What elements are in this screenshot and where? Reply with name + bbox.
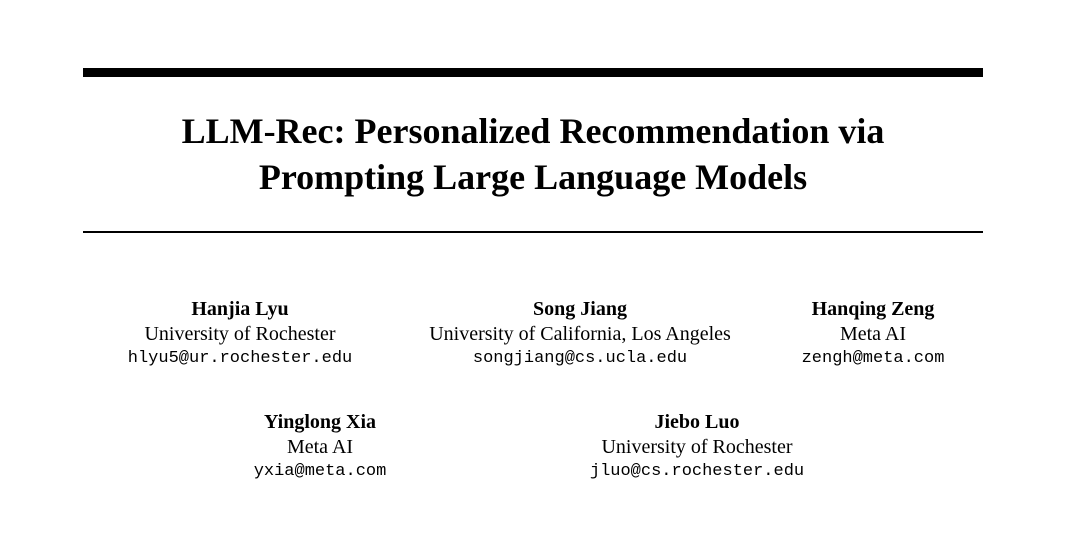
paper-title-line-2: Prompting Large Language Models bbox=[258, 157, 808, 197]
author-email[interactable]: zengh@meta.com bbox=[801, 349, 945, 368]
author-affiliation: Meta AI bbox=[839, 323, 907, 345]
author-affiliation: University of Rochester bbox=[144, 323, 336, 345]
title-bottom-rule bbox=[83, 231, 983, 233]
author-name: Yinglong Xia bbox=[263, 411, 377, 433]
author-email[interactable]: songjiang@cs.ucla.edu bbox=[472, 349, 688, 368]
author-block-hanjia-lyu bbox=[128, 297, 352, 372]
author-block-hanqing-zeng bbox=[802, 297, 945, 372]
paper-title-line-1: LLM-Rec: Personalized Recommendation via bbox=[181, 111, 885, 151]
author-email[interactable]: jluo@cs.rochester.edu bbox=[589, 462, 805, 481]
author-email[interactable]: hlyu5@ur.rochester.edu bbox=[127, 349, 353, 368]
author-name: Song Jiang bbox=[533, 298, 627, 320]
title-top-rule bbox=[83, 68, 983, 77]
author-email[interactable]: yxia@meta.com bbox=[253, 462, 387, 481]
author-affiliation: University of Rochester bbox=[601, 436, 793, 458]
author-name: Jiebo Luo bbox=[654, 411, 740, 433]
author-block-song-jiang bbox=[429, 297, 731, 372]
author-affiliation: Meta AI bbox=[286, 436, 354, 458]
author-name: Hanqing Zeng bbox=[811, 298, 935, 320]
author-block-jiebo-luo bbox=[590, 410, 804, 485]
author-block-yinglong-xia bbox=[254, 410, 387, 485]
author-affiliation: University of California, Los Angeles bbox=[429, 323, 731, 345]
paper-title bbox=[83, 108, 983, 200]
author-name: Hanjia Lyu bbox=[191, 298, 289, 320]
